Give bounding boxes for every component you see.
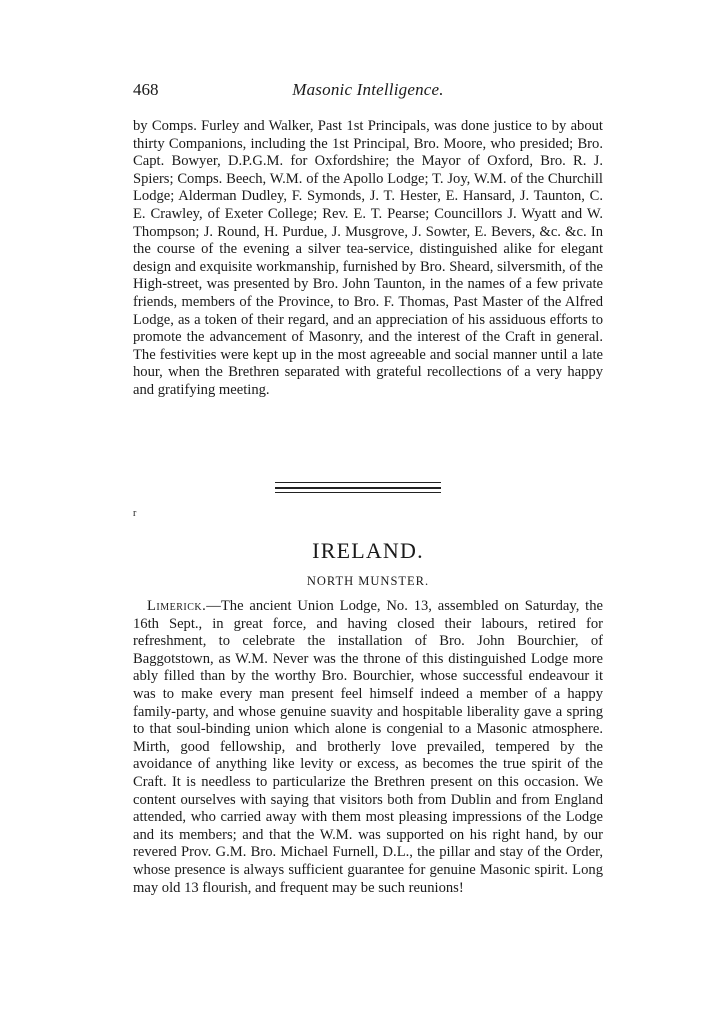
limerick-report-text: —The ancient Union Lodge, No. 13, assembled on Saturday, the 16th Sept., in great force, and having closed their labours, retired for refreshment, to celebrate the installation of Bro. John Bourchier, of Baggotstown, as W.M. Never was the throne of this distinguished Lodge more ably filled than by the worthy Bro. Bourchier, whose successful endeavour it was to make every man present feel himself indeed a member of a happy family-party, and whose genuine suavity and hospitable liberality gave a spring to that soul-binding union which alone is congenial to a Masonic atmosphere. Mirth, good fellowship, and brotherly love prevailed, tempered by the avoidance of anything like levity or excess, as becomes the true spirit of the Craft. It is needless to particularize the Brethren present on this occasion. We content ourselves with saying that visitors both from Dublin and from England attended, who carried away with them most pleasing impressions of the Lodge and its members; and that the W.M. was supported on his right hand, by our revered Prov. G.M. Bro. Michael Furnell, D.L., the pillar and stay of the Order, whose presence is always sufficient guarantee for genuine Masonic spirit. Long may old 13 flourish, and frequent may be such reunions! [133,598,603,896]
section-divider-top [275,482,441,483]
oxford-report-paragraph: by Comps. Furley and Walker, Past 1st Principals, was done justice to by about thirty Companions, including the 1st Principal, Bro. Moore, who presided; Bro. Capt. Bowyer, D.P.G.M. for Oxfordshire; the Mayor of Oxford, Bro. R. J. Spiers; Comps. Beech, W.M. of the Apollo Lodge; T. Joy, W.M. of the Churchill Lodge; Alderman Dudley, F. Symonds, J. T. Hester, E. Hansard, J. Taunton, C. E. Crawley, of Exeter College; Rev. E. T. Pearse; Councillors J. Wyatt and W. Thompson; J. Round, H. Purdue, J. Musgrove, J. Sowter, E. Bevers, &c. &c. In the course of the evening a silver tea-service, distinguished alike for elegant design and exquisite workmanship, furnished by Bro. Sheard, silversmith, of the High-street, was presented by Bro. John Taunton, in the names of a few private friends, members of the Province, to Bro. F. Thomas, Past Master of the Alfred Lodge, as a token of their regard, and an appreciation of his assiduous efforts to promote the advancement of Masonry, and the interest of the Craft in general. The festivities were kept up in the most agreeable and social manner until a late hour, when the Brethren separated with grateful recollections of a very happy and gratifying meeting. [133,118,603,398]
section-divider-middle [275,487,441,489]
section-divider-bottom [275,492,441,493]
section-subtitle: NORTH MUNSTER. [306,574,430,588]
section-title: IRELAND. [312,538,424,563]
limerick-report-paragraph [133,598,603,897]
page-number: 468 [133,80,159,99]
stray-print-mark: r [133,508,137,519]
place-lead-in: Limerick. [147,598,207,614]
running-title: Masonic Intelligence. [292,80,444,99]
page-header [133,80,603,106]
